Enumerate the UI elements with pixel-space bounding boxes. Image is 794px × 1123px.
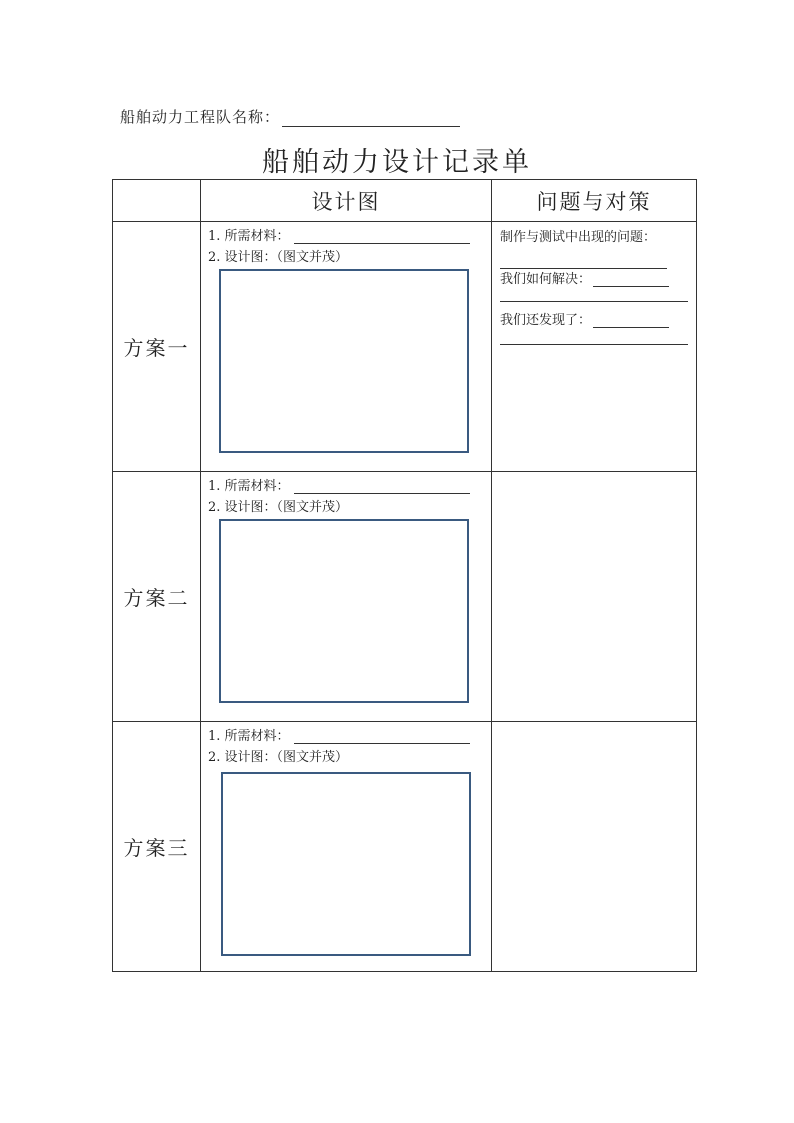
plan-name: 方案三 [113,722,201,972]
table-row [113,722,697,972]
found-blank[interactable] [593,313,669,328]
header-empty [113,180,201,222]
team-name-blank[interactable] [282,108,460,127]
record-table [112,179,697,972]
drawing-area[interactable] [219,269,469,453]
materials-blank[interactable] [294,729,470,744]
design-label: 2. 设计图：（图文并茂） [208,500,349,515]
materials-line [208,725,470,744]
design-line [208,246,348,265]
design-cell [201,722,492,972]
design-line [208,746,348,765]
plan-name: 方案一 [113,222,201,472]
solve-line [500,268,669,287]
team-name-label: 船舶动力工程队名称： [120,108,281,126]
issues-cell [492,222,697,472]
team-name-line [120,106,460,127]
materials-label: 1. 所需材料： [208,479,290,494]
plan-name: 方案二 [113,472,201,722]
materials-line [208,225,470,244]
header-design: 设计图 [201,180,492,222]
design-line [208,496,348,515]
table-row [113,472,697,722]
solve-blank[interactable] [593,272,669,287]
table-header-row [113,180,697,222]
found-label: 我们还发现了： [500,313,592,328]
materials-blank[interactable] [294,479,470,494]
materials-label: 1. 所需材料： [208,229,290,244]
page-title: 船舶动力设计记录单 [262,147,532,178]
design-cell [201,472,492,722]
solve-blank-2[interactable] [500,301,688,302]
design-label: 2. 设计图：（图文并茂） [208,750,349,765]
issues-cell[interactable] [492,472,697,722]
header-issues: 问题与对策 [492,180,697,222]
design-cell [201,222,492,472]
table-row [113,222,697,472]
issues-cell[interactable] [492,722,697,972]
found-line [500,309,669,328]
drawing-area[interactable] [221,772,471,956]
materials-line [208,475,470,494]
materials-label: 1. 所需材料： [208,729,290,744]
problem-label: 制作与测试中出现的问题： [500,230,657,245]
problem-line [500,226,656,245]
solve-label: 我们如何解决： [500,272,592,287]
drawing-area[interactable] [219,519,469,703]
found-blank-2[interactable] [500,344,688,345]
materials-blank[interactable] [294,229,470,244]
design-label: 2. 设计图：（图文并茂） [208,250,349,265]
